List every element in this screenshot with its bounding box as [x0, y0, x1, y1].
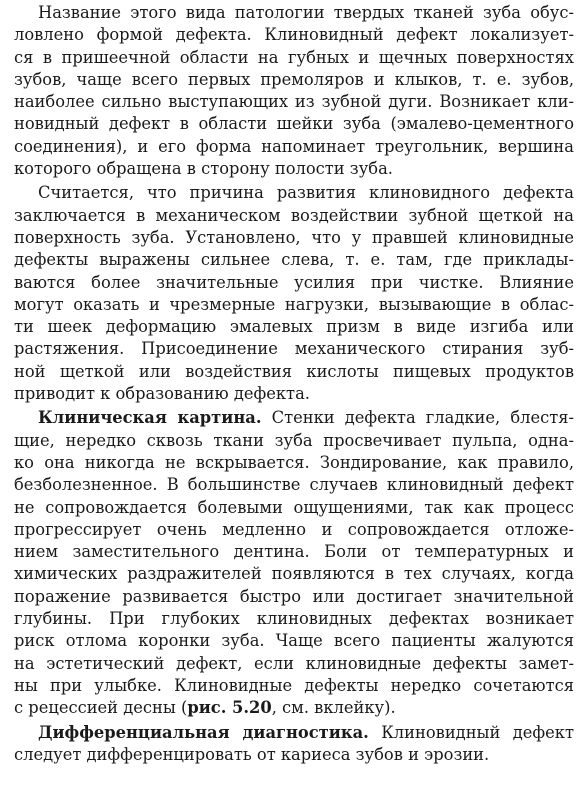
document-page — [14, 2, 574, 768]
text-line: следует дифференцировать от кариеса зубов и эрозии. — [14, 744, 490, 764]
text-line: поверхность зуба. Установлено, что у правшей клиновидные — [14, 227, 574, 247]
text-line: Считается, что причина развития клиновидного дефекта — [38, 183, 574, 203]
text-run: Стенки дефекта гладкие, блестя- — [261, 408, 575, 428]
text-run: Клиновидный дефект — [368, 722, 574, 742]
text-line: соединения), и его форма напоминает треугольник, вершина — [14, 136, 574, 156]
text-line — [14, 697, 574, 719]
text-line: наиболее сильно выступающих из зубной дуги. Возникает кли- — [14, 92, 574, 112]
text-line: прогрессирует очень медленно и сопровождается отложе- — [14, 519, 574, 539]
text-line: безболезненное. В большинстве случаев клиновидный дефект — [14, 475, 574, 495]
text-line: ся в пришеечной области на губных и щечных поверхностях — [14, 47, 574, 67]
text-line: на эстетический дефект, если клиновидные дефекты замет- — [14, 653, 574, 673]
section-heading-differential: Дифференциальная диагностика. — [38, 722, 369, 742]
section-heading-clinical: Клиническая картина. — [38, 408, 262, 428]
paragraph-clinical-picture — [14, 407, 574, 719]
text-line: ти шеек деформацию эмалевых призм в виде изгиба или — [14, 317, 574, 337]
text-line: щие, нередко сквозь ткани зуба просвечивает пульпа, одна- — [14, 430, 574, 450]
text-run: с рецессией десны ( — [14, 698, 188, 718]
paragraph-differential-diagnosis — [14, 722, 574, 767]
text-run: , см. вклейку). — [271, 698, 396, 718]
text-line: растяжения. Присоединение механического стирания зуб- — [14, 339, 574, 359]
text-line: глубины. При глубоких клиновидных дефектах возникает — [14, 609, 574, 629]
text-line: приводит к образованию дефекта. — [14, 384, 310, 404]
text-line: ны при улыбке. Клиновидные дефекты нередко сочетаются — [14, 675, 574, 695]
text-line: зубов, чаще всего первых премоляров и клыков, т. е. зубов, — [14, 69, 574, 89]
text-line: которого обращена в сторону полости зуба. — [14, 159, 393, 179]
figure-reference: рис. 5.20 — [187, 698, 272, 718]
text-line: не сопровождается болевыми ощущениями, так как процесс — [14, 497, 574, 517]
text-line: ловлено формой дефекта. Клиновидный дефект локализует- — [14, 25, 574, 45]
text-line: Название этого вида патологии твердых тканей зуба обус- — [38, 3, 574, 22]
text-line — [14, 722, 574, 744]
text-line: ко она никогда не вскрывается. Зондирование, как правило, — [14, 452, 574, 472]
paragraph-etiology — [14, 182, 574, 405]
text-line: химических раздражителей появляются в тех случаях, когда — [14, 564, 574, 584]
text-line: дефекты выражены сильнее слева, т. е. там, где приклады- — [14, 250, 574, 270]
paragraph-intro — [14, 2, 574, 180]
text-line: заключается в механическом воздействии зубной щеткой на — [14, 205, 574, 225]
text-line: новидный дефект в области шейки зуба (эмалево-цементного — [14, 114, 574, 134]
text-line: нием заместительного дентина. Боли от температурных и — [14, 542, 574, 562]
text-line — [14, 407, 574, 429]
text-line: поражение развивается быстро или достигает значительной — [14, 586, 574, 606]
text-line: ваются более значительные усилия при чистке. Влияние — [14, 272, 574, 292]
text-line: могут оказать и чрезмерные нагрузки, вызывающие в облас- — [14, 294, 574, 314]
text-line: риск отлома коронки зуба. Чаще всего пациенты жалуются — [14, 631, 574, 651]
text-line: ной щеткой или воздействия кислоты пищевых продуктов — [14, 361, 574, 381]
